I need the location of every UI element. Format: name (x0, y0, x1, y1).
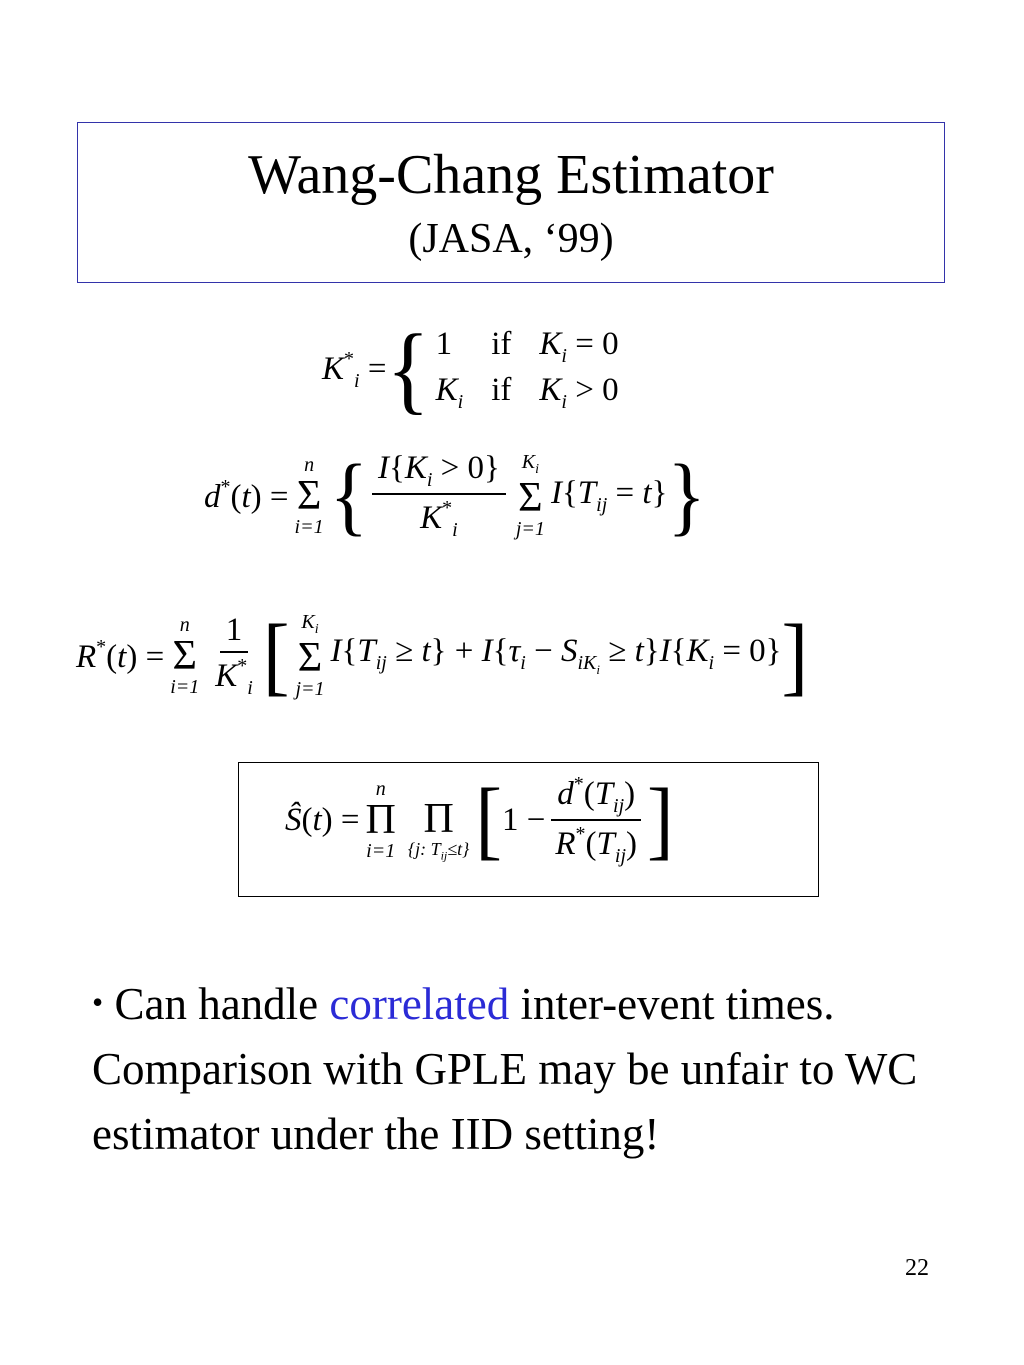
equation-r-star: R*(t) = n Σ i=1 $\frac{1}{K^*_i}$ [ $K_i$ Σ j=1 $I\{T_{ij} \ge t\} + I\{\tau_i - S_{iK_i} \ge t\}I\{K_i = 0\}$ ] (76, 607, 809, 704)
equation-s-hat: Ŝ(t) = n Π i=1 Π {j: $T_{ij}\le t$} [ 1 − $\frac{d^*(T_{ij})}{R^*(T_{ij})}$ ] (285, 771, 674, 869)
slide-title: Wang-Chang Estimator (248, 144, 774, 206)
bullet-point (92, 970, 932, 1167)
bullet-text-before: Can handle (103, 979, 330, 1029)
result-equation-box (238, 762, 819, 897)
bullet-text-after: inter-event times. Comparison with GPLE may be unfair to WC estimator under the IID setting! (92, 979, 918, 1159)
equation-d-star: d*(t) = n Σ i=1 { $\frac{I\{K_i > 0\}}{K^*_i}$ $K_i$ Σ j=1 $I\{T_{ij} = t\}$ } (204, 447, 706, 544)
bullet-marker: • (92, 984, 104, 1020)
slide-subtitle: (JASA, ‘99) (408, 216, 614, 262)
highlighted-word: correlated (329, 979, 510, 1029)
equation-k-star: $K^*_i$ = { 1 if $K_i = 0$ $K_i$ if $K_i > 0$ (322, 315, 619, 424)
page-number: 22 (905, 1255, 929, 1281)
title-box (77, 122, 945, 283)
